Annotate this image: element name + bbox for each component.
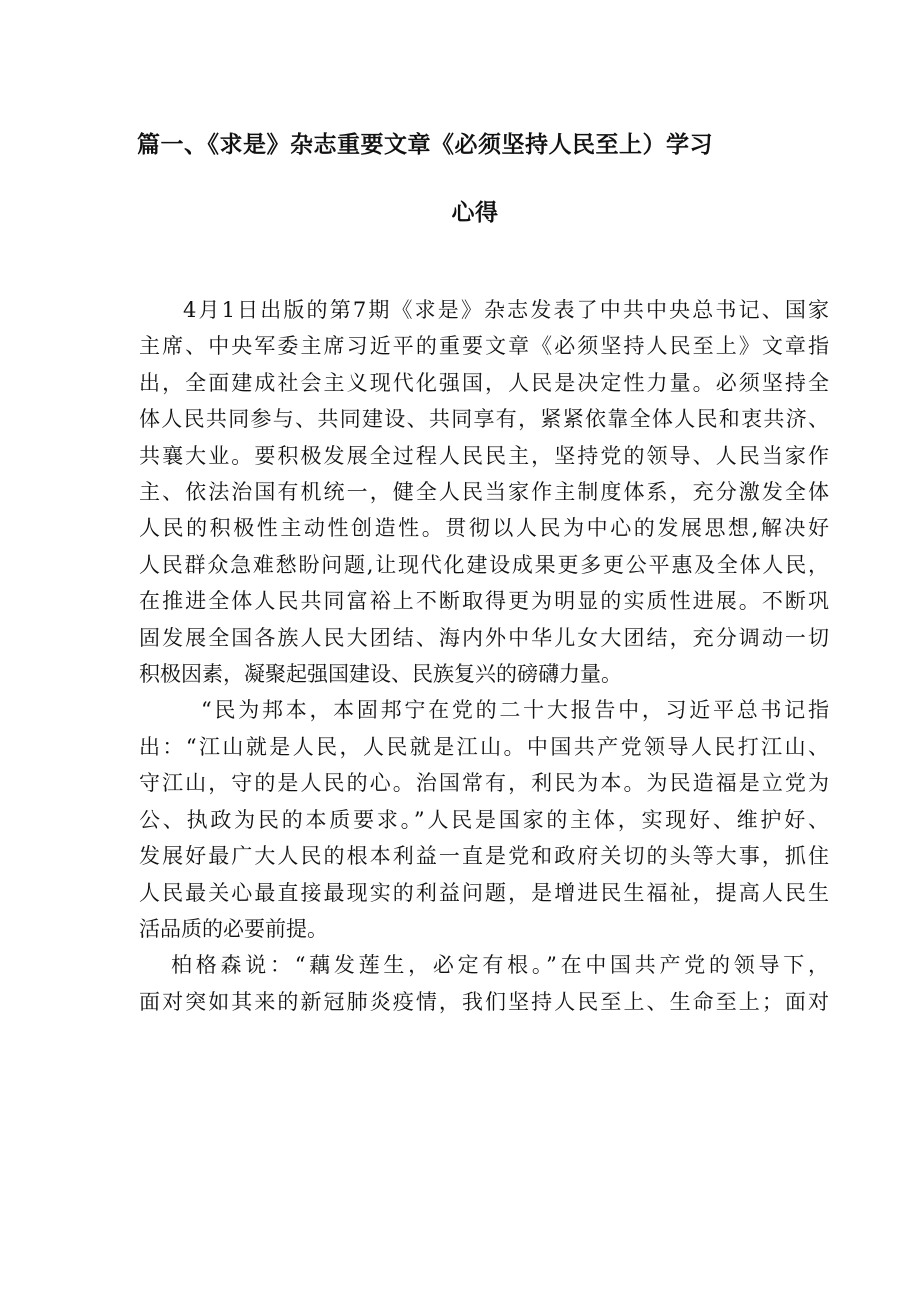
paragraph-line: “民为邦本，本固邦宁在党的二十大报告中，习近平总书记指	[201, 698, 829, 723]
paragraph-line: 公、执政为民的本质要求。”人民是国家的主体，实现好、维护好、	[139, 807, 829, 832]
paragraph-line: 4月1日出版的第7期《求是》杂志发表了中共中央总书记、国家	[183, 298, 829, 322]
paragraph-line: 活品质的必要前提。	[139, 916, 328, 941]
paragraph-3	[139, 947, 829, 1020]
paragraph-line: 面对突如其来的新冠肺炎疫情，我们坚持人民至上、生命至上；面对	[139, 989, 829, 1014]
document-title-line-1: 篇一、《求是》杂志重要文章《必须坚持人民至上）学习	[137, 132, 713, 158]
paragraph-line: 主席、中央军委主席习近平的重要文章《必须坚持人民至上》文章指	[139, 334, 829, 359]
paragraph-line: 出，全面建成社会主义现代化强国，人民是决定性力量。必须坚持全	[139, 370, 829, 395]
paragraph-line: 柏格森说：“藕发莲生，必定有根。”在中国共产党的领导下，	[171, 953, 829, 978]
paragraph-line: 固发展全国各族人民大团结、海内外中华儿女大团结，充分调动一切	[139, 625, 829, 650]
document-title-line-2: 心得	[451, 200, 499, 226]
paragraph-line: 人民的积极性主动性创造性。贯彻以人民为中心的发展思想,解决好	[139, 516, 829, 541]
paragraph-line: 共襄大业。要积极发展全过程人民民主，坚持党的领导、人民当家作	[139, 443, 829, 468]
paragraph-line: 在推进全体人民共同富裕上不断取得更为明显的实质性进展。不断巩	[139, 589, 829, 614]
paragraph-line: 人民最关心最直接最现实的利益问题，是增进民生福祉，提高人民生	[139, 880, 829, 905]
paragraph-2	[139, 692, 829, 947]
paragraph-line: 出：“江山就是人民，人民就是江山。中国共产党领导人民打江山、	[139, 734, 829, 759]
paragraph-line: 人民群众急难愁盼问题,让现代化建设成果更多更公平惠及全体人民，	[139, 552, 829, 577]
paragraph-line: 积极因素，凝聚起强国建设、民族复兴的磅礴力量。	[139, 662, 622, 687]
paragraph-line: 体人民共同参与、共同建设、共同享有，紧紧依靠全体人民和衷共济、	[139, 407, 829, 432]
paragraph-line: 守江山，守的是人民的心。治国常有，利民为本。为民造福是立党为	[139, 771, 829, 796]
document-body	[139, 292, 829, 1020]
paragraph-1	[139, 292, 829, 692]
paragraph-line: 主、依法治国有机统一，健全人民当家作主制度体系，充分激发全体	[139, 480, 829, 505]
paragraph-line: 发展好最广大人民的根本利益一直是党和政府关切的头等大事，抓住	[139, 844, 829, 869]
